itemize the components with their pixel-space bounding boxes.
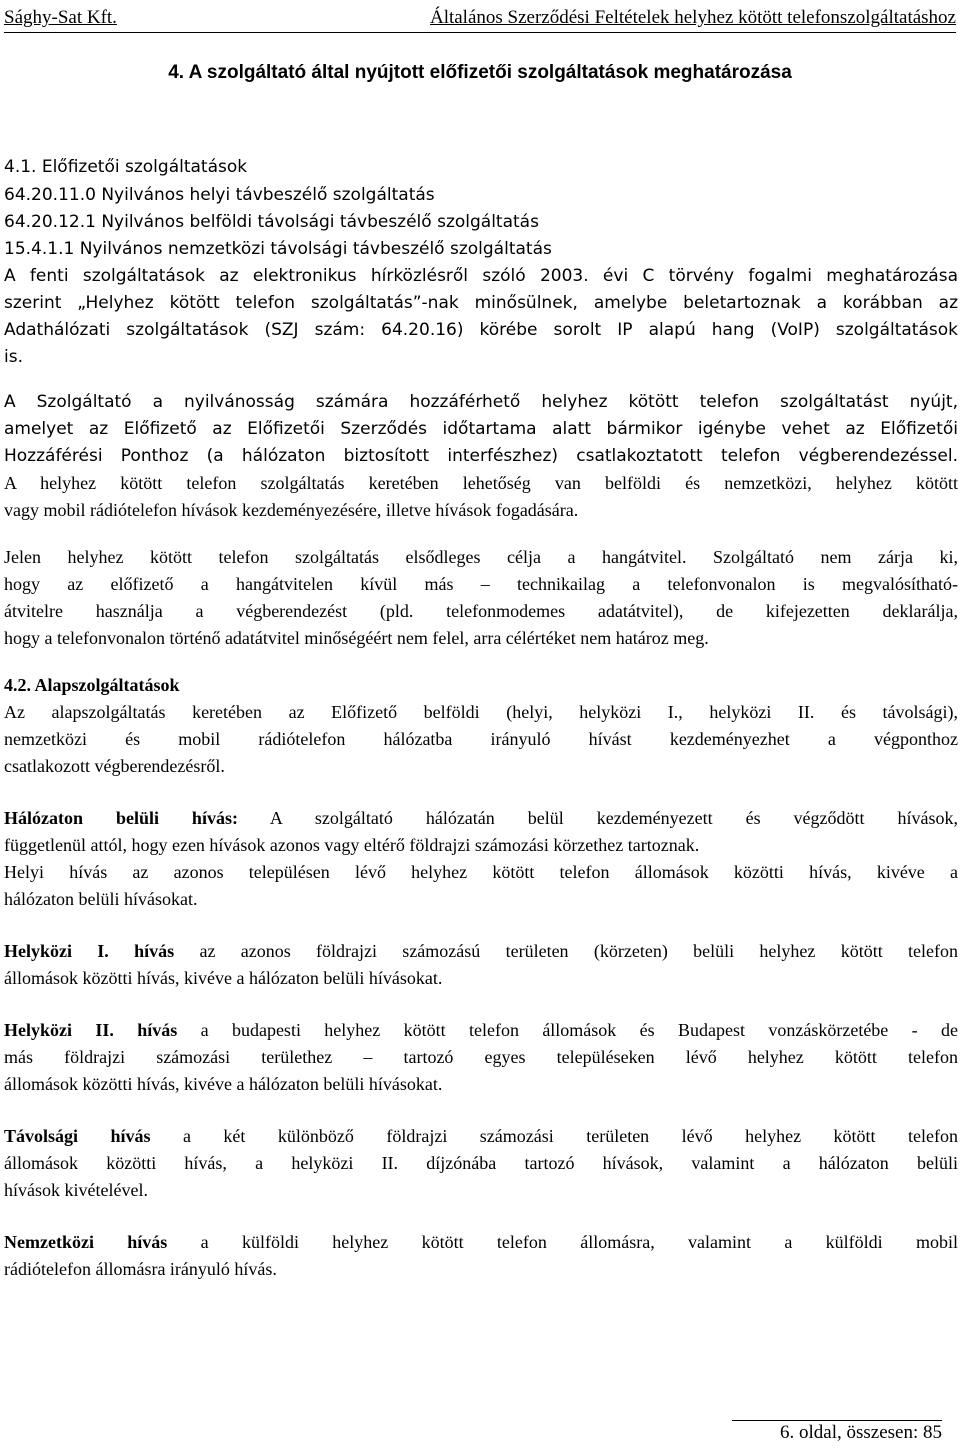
paragraph-line: Adathálózati szolgáltatások (SZJ szám: 64.20.16) körébe sorolt IP alapú hang (VoIP) szolgáltatások [4,320,958,340]
document-body [4,152,958,1283]
paragraph-line: hálózaton belüli hívásokat. [4,889,198,909]
paragraph-line: amelyet az Előfizető az Előfizetői Szerződés időtartama alatt bármikor igénybe vehet az Előfizetői [4,419,958,439]
paragraph-service-description [4,389,958,524]
paragraph-line: állomások közötti hívás, kivéve a hálózaton belüli hívásokat. [4,1074,443,1094]
page-header [4,6,956,33]
page-number: 6. oldal, összesen: 85 [779,1422,942,1443]
definition-text: A szolgáltató hálózatán belül kezdeményezett és végződött hívások, [237,808,958,828]
definition-text: az azonos földrajzi számozású területen (körzeten) belüli helyhez kötött telefon [174,941,958,961]
paragraph-line: hogy az előfizető a hangátvitelen kívül más – technikailag a telefonvonalon is megvalósítható- [4,574,958,594]
paragraph-basic-services [4,699,958,780]
paragraph-line: A helyhez kötött telefon szolgáltatás keretében lehetőség van belföldi és nemzetközi, helyhez kötött [4,473,958,493]
paragraph-line: Helyi hívás az azonos településen lévő helyhez kötött telefon állomások közötti hívás, kivéve a [4,862,958,882]
paragraph-line: állomások közötti hívás, a helyközi II. díjzónába tartozó hívások, valamint a hálózaton belüli [4,1153,958,1173]
paragraph-line: más földrajzi számozási területhez – tartozó egyes településeken lévő helyhez kötött telefon [4,1047,958,1067]
definition-term: Nemzetközi hívás [4,1232,168,1252]
service-item: 64.20.11.0 Nyilvános helyi távbeszélő szolgáltatás [4,185,435,205]
definition-first-line [4,1123,958,1150]
section-heading-4-1: 4.1. Előfizetői szolgáltatások [4,157,248,177]
paragraph-line: is. [4,347,23,367]
paragraph-line: függetlenül attól, hogy ezen hívások azonos vagy eltérő földrajzi számozási körzethez tartoznak. [4,835,700,855]
definition-international [4,1229,958,1283]
definition-long-distance [4,1123,958,1204]
section-heading-4-2: 4.2. Alapszolgáltatások [4,675,180,695]
service-item: 15.4.1.1 Nyilvános nemzetközi távolsági távbeszélő szolgáltatás [4,239,552,259]
definition-first-line [4,1017,958,1044]
paragraph-line: csatlakozott végberendezésről. [4,756,225,776]
paragraph-line: Hozzáférési Ponthoz (a hálózaton biztosított interfészhez) csatlakoztatott telefon végberendezéssel. [4,446,958,466]
chapter-title: 4. A szolgáltató által nyújtott előfizetői szolgáltatások meghatározása [168,62,792,83]
paragraph-legal-basis [4,263,958,371]
paragraph-line: vagy mobil rádiótelefon hívások kezdeményezésére, illetve hívások fogadására. [4,500,579,520]
header-company: Sághy-Sat Kft. [4,7,117,28]
paragraph-line: Az alapszolgáltatás keretében az Előfizető belföldi (helyi, helyközi I., helyközi II. és távolsági), [4,702,958,722]
paragraph-line: Jelen helyhez kötött telefon szolgáltatás elsődleges célja a hangátvitel. Szolgáltató nem zárja ki, [4,547,958,567]
definition-term: Helyközi II. hívás [4,1020,178,1040]
paragraph-line: A fenti szolgáltatások az elektronikus hírközlésről szóló 2003. évi C törvény fogalmi meghatározása [4,266,958,286]
header-document-title: Általános Szerződési Feltételek helyhez kötött telefonszolgáltatáshoz [429,7,956,28]
paragraph-line: állomások közötti hívás, kivéve a hálózaton belüli hívásokat. [4,968,443,988]
definition-text: a budapesti helyhez kötött telefon állomások és Budapest vonzáskörzetébe - de [177,1020,959,1040]
paragraph-voice-purpose [4,544,958,652]
definition-term: Távolsági hívás [4,1126,151,1146]
paragraph-line: rádiótelefon állomásra irányuló hívás. [4,1259,277,1279]
definition-term: Hálózaton belüli hívás: [4,808,238,828]
definition-first-line [4,805,958,832]
definition-term: Helyközi I. hívás [4,941,175,961]
paragraph-line: átvitelre használja a végberendezést (pld. telefonmodemes adatátvitel), de kifejezetten deklarálja, [4,601,958,621]
definition-first-line [4,1229,958,1256]
page-footer [732,1420,942,1445]
definition-text: a két különböző földrajzi számozási területen lévő helyhez kötött telefon [150,1126,958,1146]
paragraph-line: szerint „Helyhez kötött telefon szolgáltatás”-nak minősülnek, amelybe beletartoznak a korábban az [4,293,958,313]
service-item: 64.20.12.1 Nyilvános belföldi távolsági távbeszélő szolgáltatás [4,212,539,232]
paragraph-line: hogy a telefonvonalon történő adatátvitel minőségéért nem felel, arra célértéket nem határoz meg. [4,628,709,648]
definition-text: a külföldi helyhez kötött telefon állomásra, valamint a külföldi mobil [167,1232,958,1252]
paragraph-line: nemzetközi és mobil rádiótelefon hálózatba irányuló hívást kezdeményezhet a végponthoz [4,729,958,749]
definition-interzone-ii [4,1017,958,1098]
definition-first-line [4,938,958,965]
definition-interzone-i [4,938,958,992]
paragraph-line: hívások kivételével. [4,1180,148,1200]
definition-network-call [4,805,958,913]
paragraph-line: A Szolgáltató a nyilvánosság számára hozzáférhető helyhez kötött telefon szolgáltatást nyújt, [4,392,958,412]
